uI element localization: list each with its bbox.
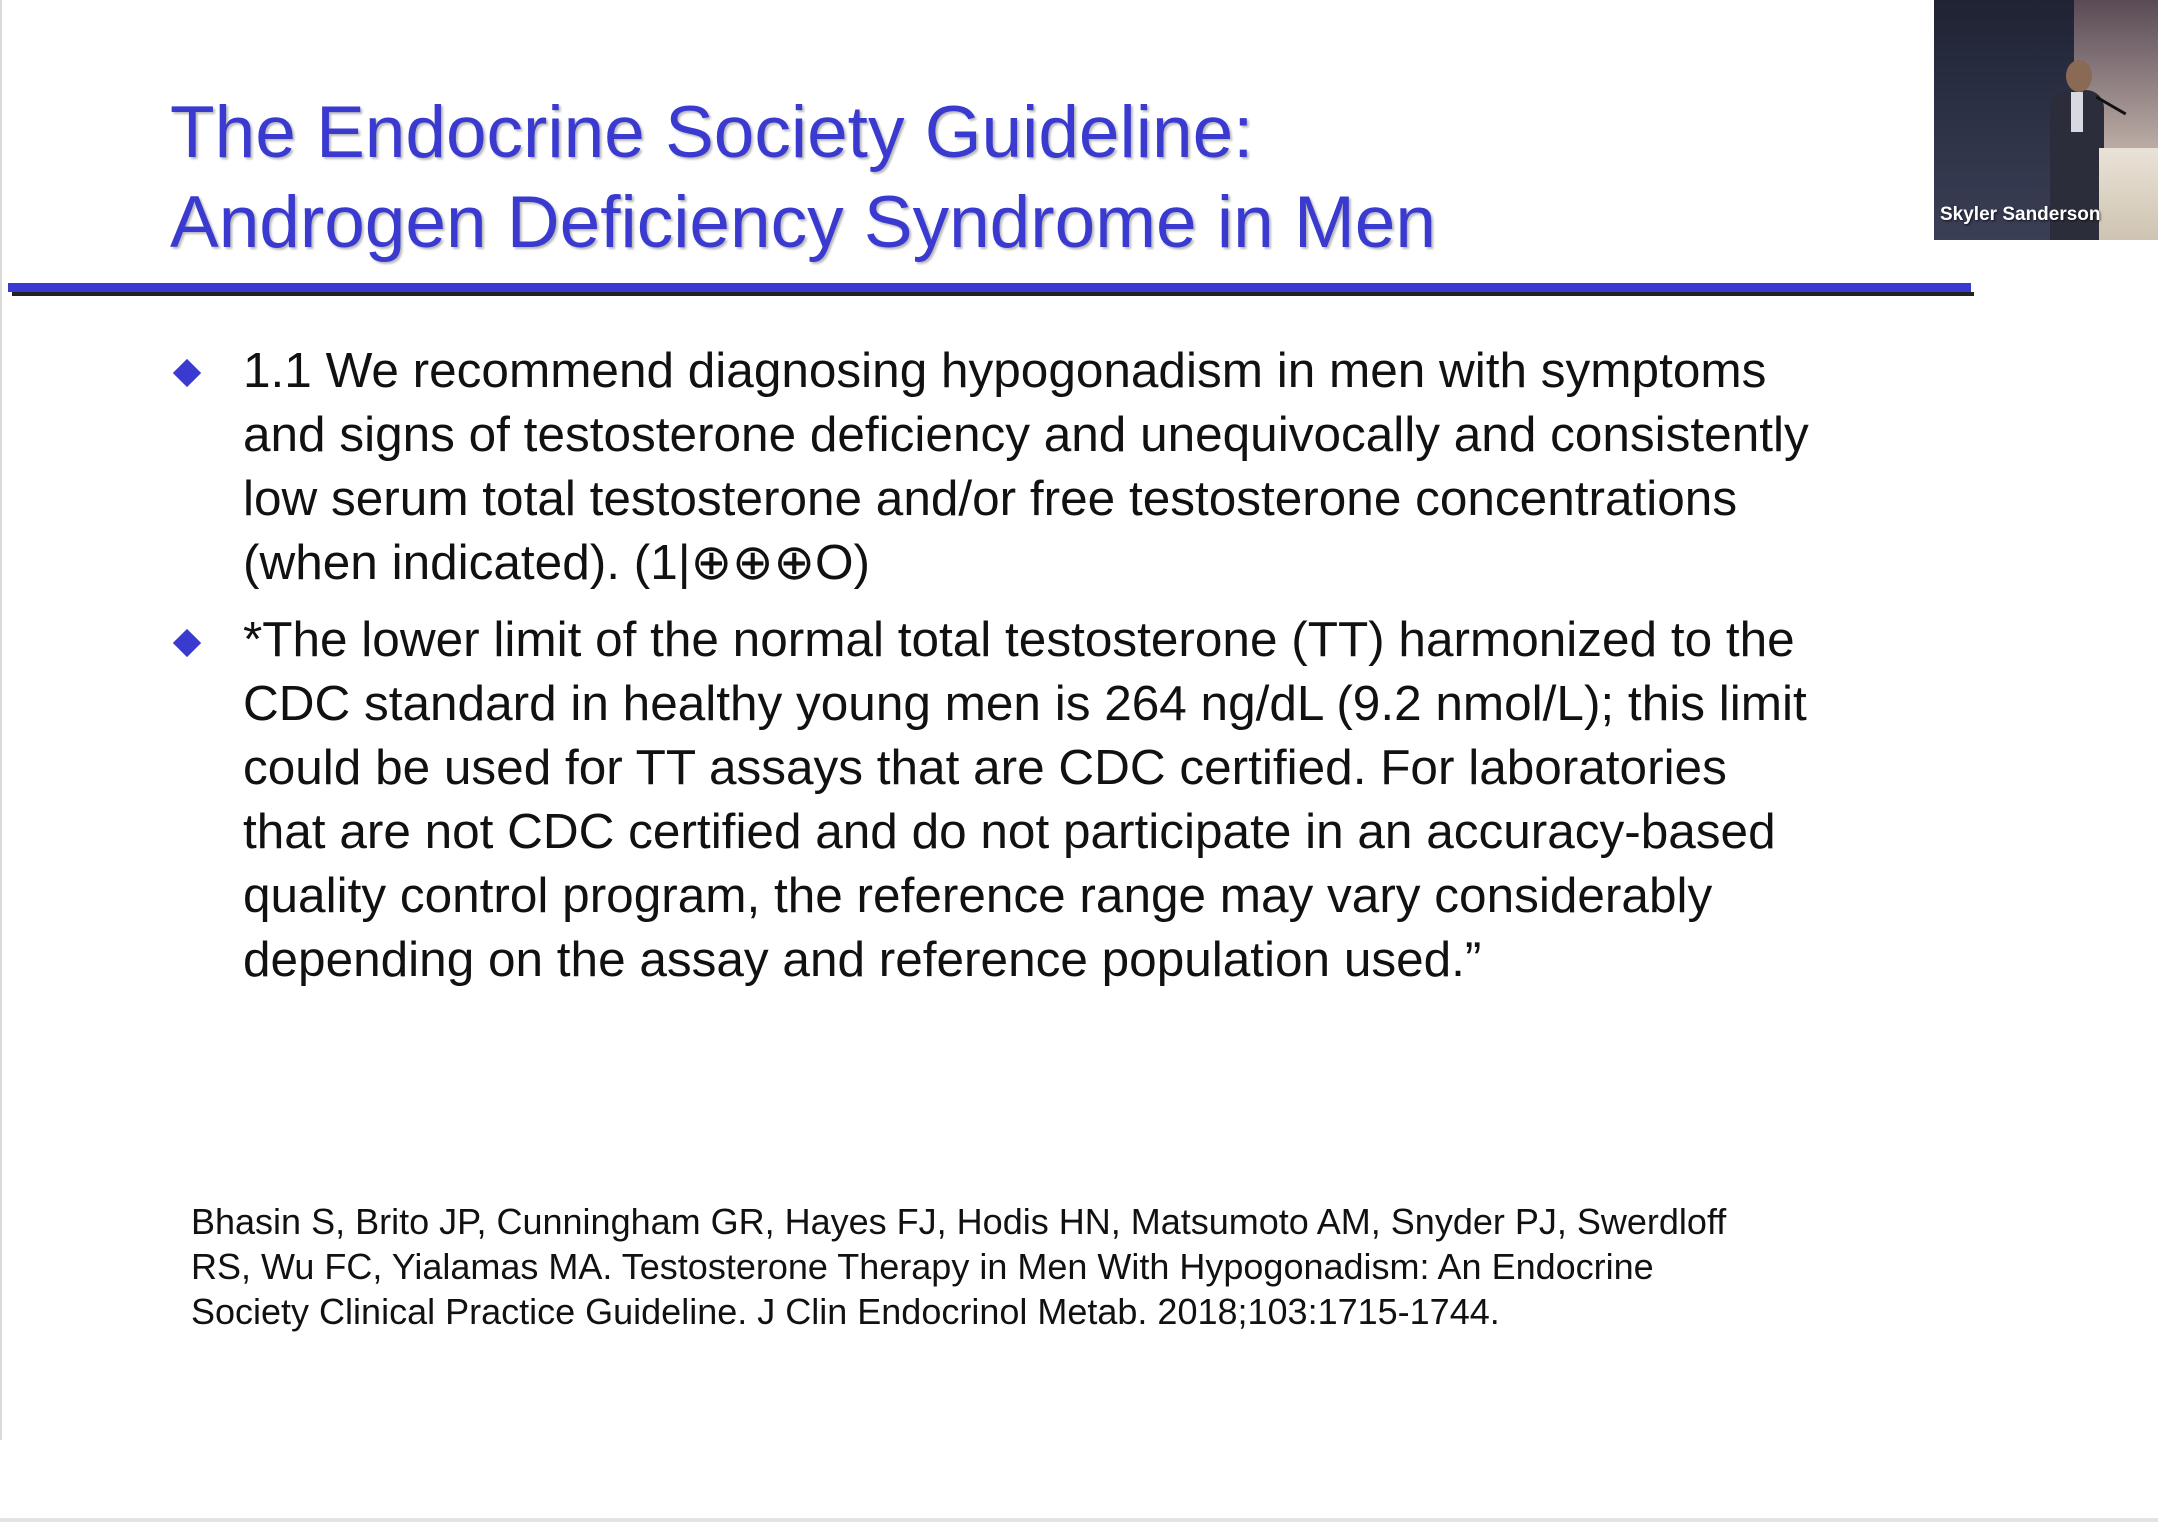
citation-line-1: Bhasin S, Brito JP, Cunningham GR, Hayes FJ, Hodis HN, Matsumoto AM, Snyder PJ, Swerdloff <box>191 1201 1727 1242</box>
speaker-video-thumbnail[interactable] <box>1934 0 2158 240</box>
bullet-1-line-1: 1.1 We recommend diagnosing hypogonadism in men with symptoms <box>243 343 1767 398</box>
title-divider-shadow <box>12 292 1974 296</box>
speaker-name-label: Skyler Sanderson <box>1940 204 2101 225</box>
bullet-2-line-1: *The lower limit of the normal total testosterone (TT) harmonized to the <box>243 612 1795 667</box>
bullet-2-line-6: depending on the assay and reference population used.” <box>243 932 1482 987</box>
bullet-2-line-5: quality control program, the reference range may vary considerably <box>243 868 1713 923</box>
bullet-1-line-3: low serum total testosterone and/or free testosterone concentrations <box>243 471 1738 526</box>
podium <box>2099 148 2158 240</box>
speaker-shirt <box>2071 92 2083 132</box>
slide-left-border <box>0 0 2 1440</box>
slide-title-line-1: The Endocrine Society Guideline: <box>170 92 1254 173</box>
bullet-item-recommendation <box>243 339 1983 595</box>
citation-line-2: RS, Wu FC, Yialamas MA. Testosterone Therapy in Men With Hypogonadism: An Endocrine <box>191 1246 1654 1287</box>
speaker-head <box>2066 60 2092 92</box>
bottom-divider <box>0 1518 2158 1522</box>
bullet-2-line-4: that are not CDC certified and do not participate in an accuracy-based <box>243 804 1776 859</box>
bullet-item-lower-limit <box>243 608 1983 992</box>
diamond-bullet-icon <box>173 359 201 387</box>
slide-title-line-2: Androgen Deficiency Syndrome in Men <box>170 182 1436 263</box>
reference-citation <box>191 1199 1891 1334</box>
slide-title <box>170 88 1870 268</box>
bullet-1-line-4: (when indicated). (1|⊕⊕⊕O) <box>243 535 870 590</box>
title-divider <box>8 283 1971 292</box>
bullet-1-line-2: and signs of testosterone deficiency and unequivocally and consistently <box>243 407 1809 462</box>
bullet-2-line-2: CDC standard in healthy young men is 264 ng/dL (9.2 nmol/L); this limit <box>243 676 1807 731</box>
diamond-bullet-icon <box>173 629 201 657</box>
citation-line-3: Society Clinical Practice Guideline. J Clin Endocrinol Metab. 2018;103:1715-1744. <box>191 1291 1500 1332</box>
bullet-2-line-3: could be used for TT assays that are CDC certified. For laboratories <box>243 740 1727 795</box>
bottom-margin <box>0 1440 2158 1522</box>
